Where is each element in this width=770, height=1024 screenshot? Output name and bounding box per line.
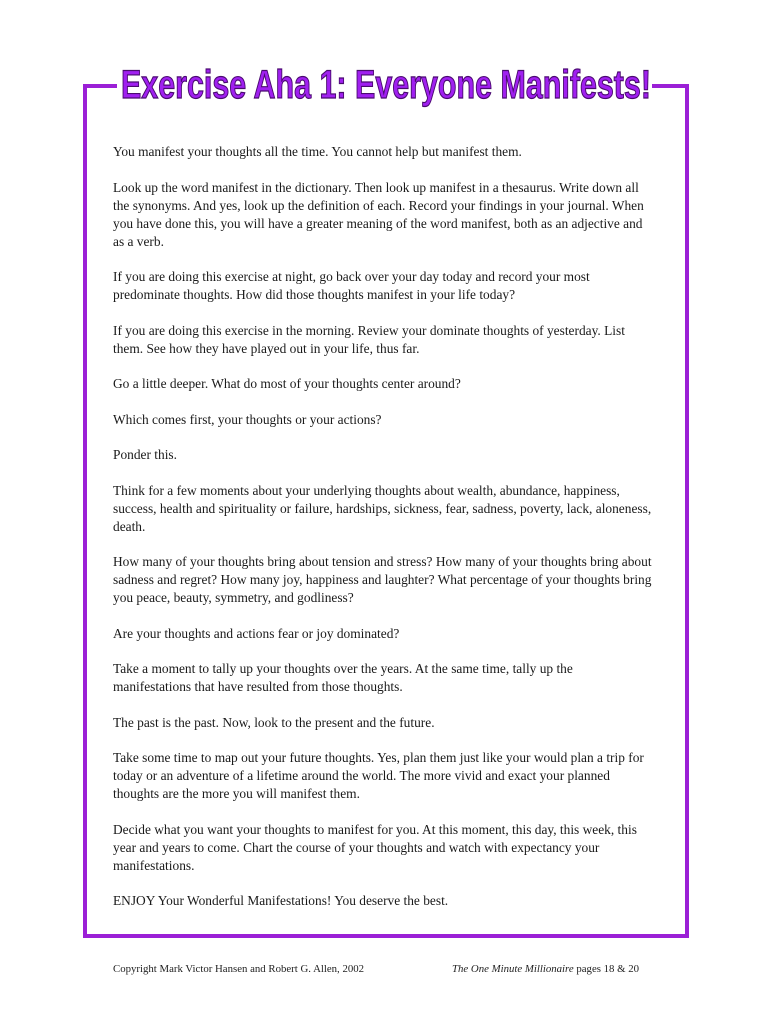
paragraph: Decide what you want your thoughts to manifest for you. At this moment, this day, this week, this year and years to come. Chart the course of your thoughts and watch with expectancy your manifestations. bbox=[113, 821, 637, 873]
paragraph: Are your thoughts and actions fear or joy dominated? bbox=[113, 625, 400, 641]
footer-book-reference bbox=[452, 963, 639, 975]
paragraph: Which comes first, your thoughts or your actions? bbox=[113, 411, 382, 427]
paragraph: Go a little deeper. What do most of your thoughts center around? bbox=[113, 376, 461, 391]
paragraph: If you are doing this exercise at night, go back over your day today and record your most predominate thoughts. How did those thoughts manifest in your life today? bbox=[113, 269, 590, 302]
paragraph: If you are doing this exercise in the morning. Review your dominate thoughts of yesterday. List them. See how they have played out in your life, thus far. bbox=[113, 322, 625, 356]
paragraph: How many of your thoughts bring about tension and stress? How many of your thoughts bring about sadness and regret? How many joy, happiness and laughter? What percentage of your thoughts bring you peace, beauty, symmetry, and godliness? bbox=[113, 554, 652, 605]
paragraph: Take some time to map out your future thoughts. Yes, plan them just like your would plan a trip for today or an adventure of a lifetime around the world. The more vivid and exact your planned thoughts are the more you will manifest them. bbox=[113, 750, 644, 801]
footer-book-title: The One Minute Millionaire bbox=[452, 963, 574, 975]
footer-copyright: Copyright Mark Victor Hansen and Robert G. Allen, 2002 bbox=[113, 963, 365, 975]
paragraph: Think for a few moments about your underlying thoughts about wealth, abundance, happiness, success, health and spirituality or failure, hardships, sickness, fear, sadness, poverty, lack, aloneness, death. bbox=[113, 482, 652, 534]
top-rule-left bbox=[83, 84, 117, 88]
paragraph: The past is the past. Now, look to the present and the future. bbox=[113, 714, 435, 730]
title-area bbox=[114, 50, 658, 112]
paragraph: You manifest your thoughts all the time. You cannot help but manifest them. bbox=[113, 144, 522, 159]
body-content bbox=[113, 143, 653, 928]
paragraph: Look up the word manifest in the dictionary. Then look up manifest in a thesaurus. Write down all the synonyms. And yes, look up the definition of each. Record your findings in your journal. When you have done this, you will have a greater meaning of the word manifest, both as an adjective and as a verb. bbox=[113, 179, 644, 249]
paragraph: Ponder this. bbox=[113, 447, 177, 462]
footer-pages: pages 18 & 20 bbox=[573, 963, 640, 975]
paragraph: Take a moment to tally up your thoughts over the years. At the same time, tally up the manifestations that have resulted from those thoughts. bbox=[113, 661, 573, 694]
page-title-graphic bbox=[114, 50, 658, 112]
paragraph: ENJOY Your Wonderful Manifestations! You deserve the best. bbox=[113, 893, 449, 908]
page-title: Exercise Aha 1: Everyone Manifests! bbox=[121, 63, 651, 107]
